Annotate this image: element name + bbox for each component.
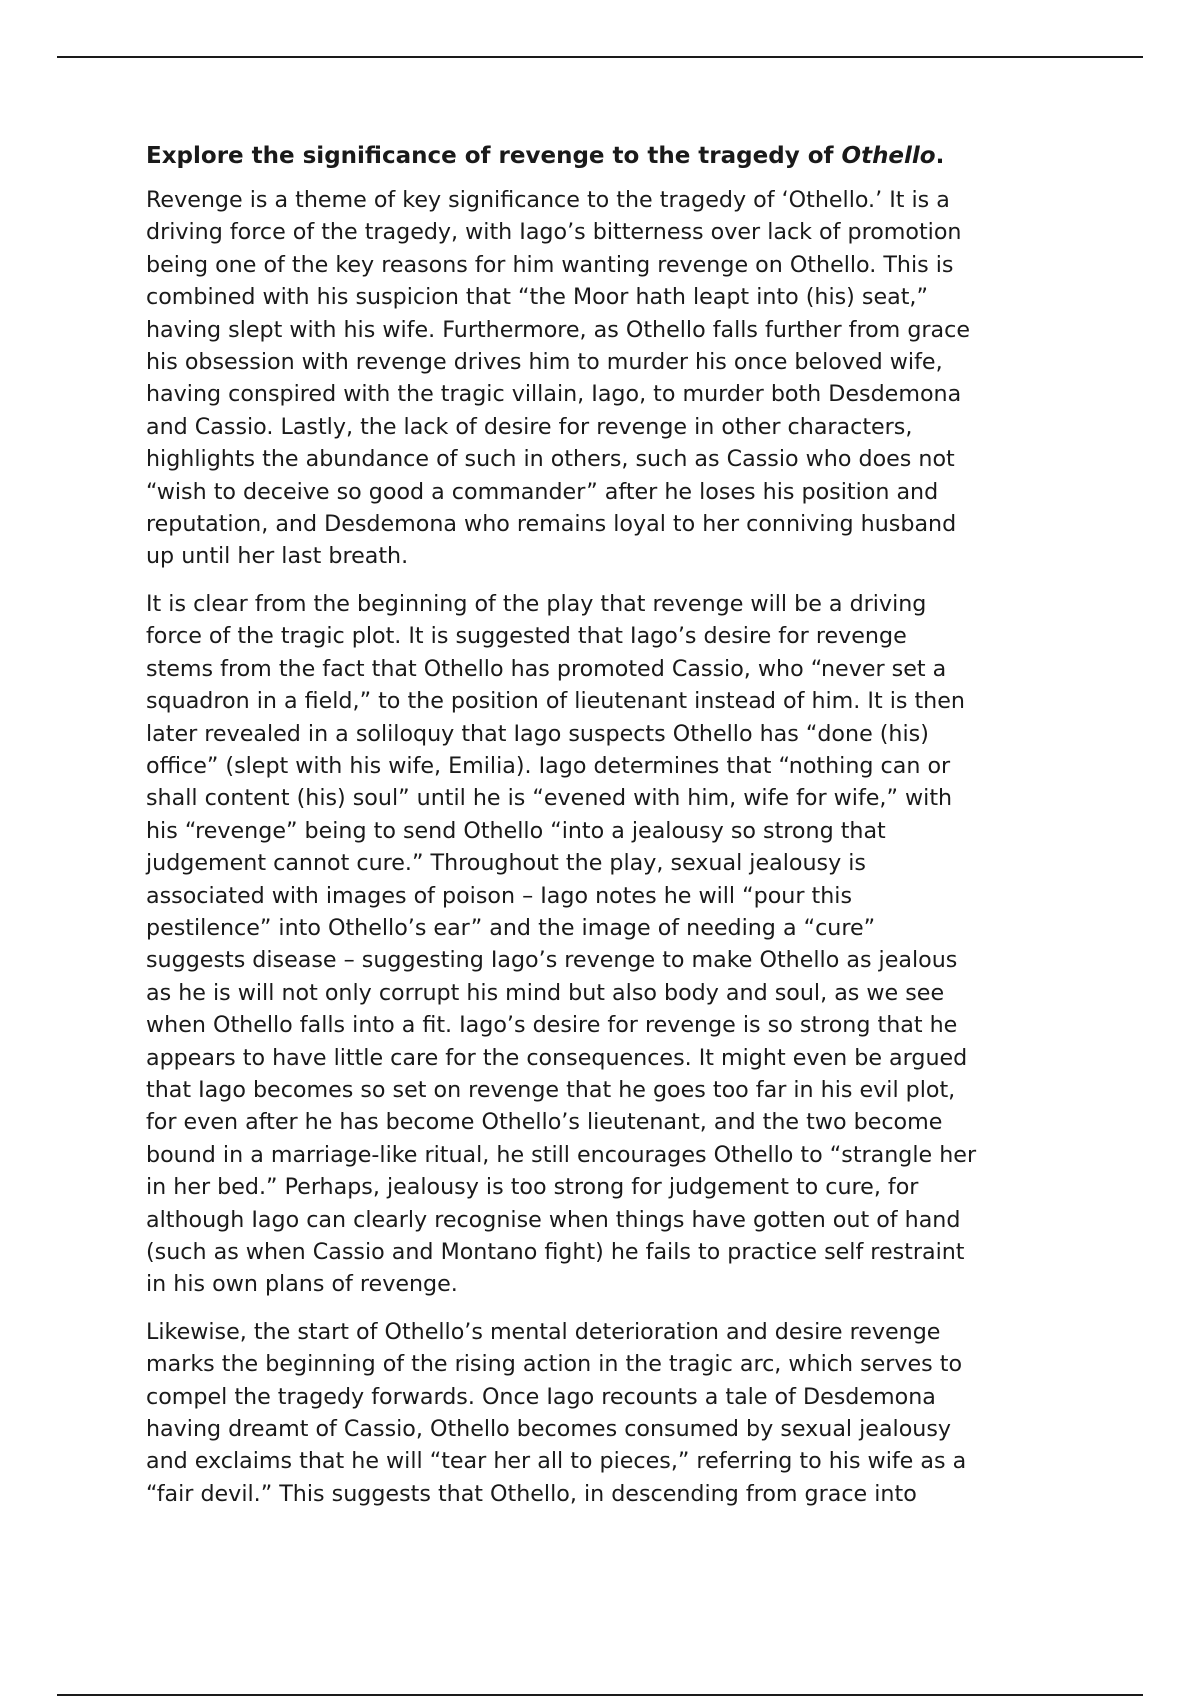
essay-title	[146, 140, 1076, 172]
essay-title-work: Othello	[841, 143, 936, 169]
footer-rule	[57, 1694, 1143, 1696]
document-body	[146, 140, 1076, 1525]
essay-title-suffix: .	[935, 143, 945, 169]
paragraph-iago-revenge: It is clear from the beginning of the play that revenge will be a driving force of the tragic plot. It is suggested that Iago’s desire for revenge stems from the fact that Othello has promoted Cassio, who “never set a squadron in a field,” to the position of lieutenant instead of him. It is then later revealed in a soliloquy that Iago suspects Othello has “done (his) office” (slept with his wife, Emilia). Iago determines that “nothing can or shall content (his) soul” until he is “evened with him, wife for wife,” with his “revenge” being to send Othello “into a jealousy so strong that judgement cannot cure.” Throughout the play, sexual jealousy is associated with images of poison – Iago notes he will “pour this pestilence” into Othello’s ear” and the image of needing a “cure” suggests disease – suggesting Iago’s revenge to make Othello as jealous as he is will not only corrupt his mind but also body and soul, as we see when Othello falls into a fit. Iago’s desire for revenge is so strong that he appears to have little care for the consequences. It might even be argued that Iago becomes so set on revenge that he goes too far in his evil plot, for even after he has become Othello’s lieutenant, and the two become bound in a marriage-like ritual, he still encourages Othello to “strangle her in her bed.” Perhaps, jealousy is too strong for judgement to cure, for although Iago can clearly recognise when things have gotten out of hand (such as when Cassio and Montano fight) he fails to practice self restraint in his own plans of revenge.	[146, 590, 977, 1298]
paragraph-intro: Revenge is a theme of key significance to the tragedy of ‘Othello.’ It is a driving force of the tragedy, with Iago’s bitterness over lack of promotion being one of the key reasons for him wanting revenge on Othello. This is combined with his suspicion that “the Moor hath leapt into (his) seat,” having slept with his wife. Furthermore, as Othello falls further from grace his obsession with revenge drives him to murder his once beloved wife, having conspired with the tragic villain, Iago, to murder both Desdemona and Cassio. Lastly, the lack of desire for revenge in other characters, highlights the abundance of such in others, such as Cassio who does not “wish to deceive so good a commander” after he loses his position and reputation, and Desdemona who remains loyal to her conniving husband up until her last breath.	[146, 187, 970, 570]
essay-title-prefix: Explore the significance of revenge to the tragedy of	[146, 143, 842, 169]
paragraph-othello-deterioration: Likewise, the start of Othello’s mental deterioration and desire revenge marks the beginning of the rising action in the tragic arc, which serves to compel the tragedy forwards. Once Iago recounts a tale of Desdemona having dreamt of Cassio, Othello becomes consumed by sexual jealousy and exclaims that he will “tear her all to pieces,” referring to his wife as a “fair devil.” This suggests that Othello, in descending from grace into	[146, 1318, 967, 1507]
header-rule	[57, 56, 1143, 58]
